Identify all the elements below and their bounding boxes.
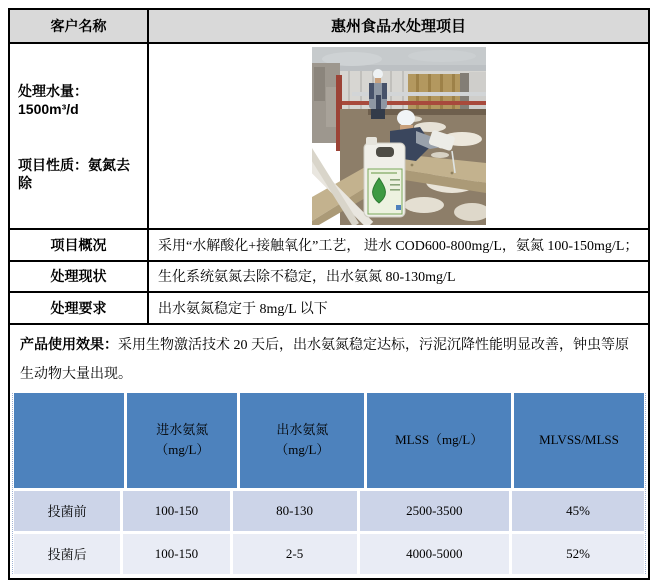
- status-content: 生化系统氨氮去除不稳定，出水氨氮 80-130mg/L: [158, 270, 456, 286]
- overview-label: 项目概况: [10, 230, 149, 260]
- effect-paragraph: [10, 325, 648, 391]
- requirement-content: 出水氨氮稳定于 8mg/L 以下: [158, 302, 328, 318]
- row-before-mlvss: 45%: [512, 491, 644, 531]
- effect-text: 采用生物激活技术 20 天后，出水氨氮稳定达标，污泥沉降性能明显改善，钟虫等原生动物大量出现。: [20, 337, 629, 382]
- results-data-table: [12, 393, 646, 574]
- effect-lead-label: 产品使用效果：: [20, 335, 118, 352]
- status-label: 处理现状: [10, 262, 149, 292]
- table-row-after: [14, 534, 644, 574]
- project-photo-illustration: [312, 47, 486, 225]
- customer-name-label: 客户名称: [10, 10, 149, 42]
- header-effluent-nh3: 出水氨氮（mg/L）: [240, 393, 364, 488]
- header-row: [10, 10, 648, 44]
- row-after-mlvss: 52%: [512, 534, 644, 574]
- header-influent-nh3: 进水氨氮（mg/L）: [127, 393, 237, 488]
- project-nature-label: 项目性质：氨氮去除: [18, 156, 130, 191]
- overview-row: [10, 230, 648, 262]
- photo-row: [10, 44, 648, 230]
- header-mlss: MLSS（mg/L）: [367, 393, 511, 488]
- photo-cell: [149, 44, 648, 228]
- row-before-mlss: 2500-3500: [360, 491, 510, 531]
- water-volume-label: 处理水量：1500m³/d: [18, 82, 88, 117]
- project-params: [10, 44, 149, 228]
- requirement-row: [10, 293, 648, 325]
- row-before-influent: 100-150: [123, 491, 229, 531]
- row-after-label: 投菌后: [14, 534, 120, 574]
- row-before-effluent: 80-130: [233, 491, 357, 531]
- row-after-influent: 100-150: [123, 534, 229, 574]
- table-row-before: [14, 491, 644, 531]
- header-mlvss-mlss: MLVSS/MLSS: [514, 393, 644, 488]
- status-row: [10, 262, 648, 294]
- product-jug: [364, 137, 405, 217]
- project-photo: [312, 47, 486, 225]
- table-header-row: [14, 393, 644, 488]
- project-document-table: [8, 8, 650, 580]
- project-title: 惠州食品水处理项目: [149, 10, 648, 42]
- header-empty: [14, 393, 124, 488]
- requirement-label: 处理要求: [10, 293, 149, 323]
- row-before-label: 投菌前: [14, 491, 120, 531]
- result-section: [10, 325, 648, 578]
- row-after-mlss: 4000-5000: [360, 534, 510, 574]
- overview-content: 采用“水解酸化+接触氧化”工艺， 进水 COD600-800mg/L，氨氮 100-150mg/L；: [158, 238, 639, 254]
- row-after-effluent: 2-5: [233, 534, 357, 574]
